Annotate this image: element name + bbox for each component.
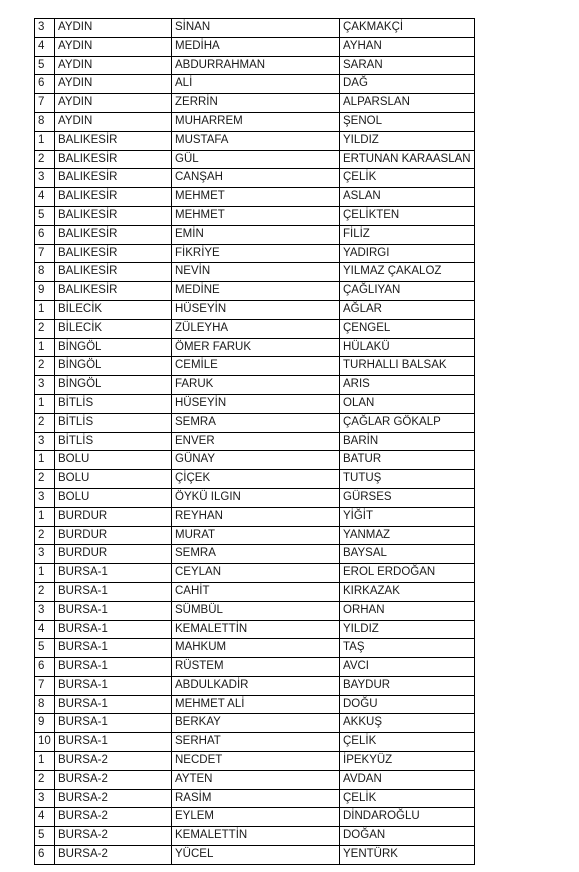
province-cell: AYDIN (55, 56, 172, 75)
last-name-cell: GÜRSES (340, 488, 475, 507)
row-number-cell: 6 (35, 846, 55, 865)
first-name-cell: MAHKUM (172, 639, 340, 658)
first-name-cell: ZÜLEYHA (172, 319, 340, 338)
last-name-cell: AVCI (340, 658, 475, 677)
last-name-cell: DİNDAROĞLU (340, 808, 475, 827)
last-name-cell: BAYDUR (340, 676, 475, 695)
province-cell: BURSA-2 (55, 752, 172, 771)
table-row (35, 112, 475, 131)
last-name-cell: ÇAĞLAR GÖKALP (340, 413, 475, 432)
first-name-cell: ÖYKÜ ILGIN (172, 488, 340, 507)
last-name-cell: SARAN (340, 56, 475, 75)
first-name-cell: MEDİHA (172, 37, 340, 56)
table-row (35, 846, 475, 865)
table-row (35, 225, 475, 244)
table-row (35, 338, 475, 357)
row-number-cell: 1 (35, 300, 55, 319)
table-row (35, 150, 475, 169)
province-cell: AYDIN (55, 112, 172, 131)
province-cell: BALIKESİR (55, 244, 172, 263)
table-row (35, 789, 475, 808)
last-name-cell: DAĞ (340, 75, 475, 94)
row-number-cell: 9 (35, 282, 55, 301)
last-name-cell: YANMAZ (340, 526, 475, 545)
last-name-cell: HÜLAKÜ (340, 338, 475, 357)
province-cell: BURSA-1 (55, 639, 172, 658)
table-row (35, 413, 475, 432)
row-number-cell: 2 (35, 770, 55, 789)
table-row (35, 808, 475, 827)
first-name-cell: ENVER (172, 432, 340, 451)
first-name-cell: HÜSEYİN (172, 394, 340, 413)
first-name-cell: MEHMET (172, 206, 340, 225)
last-name-cell: ÇELİK (340, 789, 475, 808)
province-cell: AYDIN (55, 94, 172, 113)
row-number-cell: 7 (35, 244, 55, 263)
table-row (35, 206, 475, 225)
first-name-cell: HÜSEYİN (172, 300, 340, 319)
row-number-cell: 4 (35, 620, 55, 639)
last-name-cell: TAŞ (340, 639, 475, 658)
table-row (35, 639, 475, 658)
table-row (35, 75, 475, 94)
province-cell: BURSA-2 (55, 846, 172, 865)
last-name-cell: AVDAN (340, 770, 475, 789)
last-name-cell: ASLAN (340, 188, 475, 207)
province-cell: BURDUR (55, 507, 172, 526)
row-number-cell: 3 (35, 19, 55, 38)
table-row (35, 19, 475, 38)
last-name-cell: KIRKAZAK (340, 582, 475, 601)
row-number-cell: 6 (35, 75, 55, 94)
row-number-cell: 4 (35, 808, 55, 827)
province-cell: BURSA-1 (55, 714, 172, 733)
province-cell: BURSA-2 (55, 827, 172, 846)
row-number-cell: 8 (35, 695, 55, 714)
row-number-cell: 5 (35, 827, 55, 846)
last-name-cell: EROL ERDOĞAN (340, 564, 475, 583)
row-number-cell: 2 (35, 582, 55, 601)
row-number-cell: 2 (35, 357, 55, 376)
row-number-cell: 8 (35, 263, 55, 282)
province-cell: BOLU (55, 451, 172, 470)
last-name-cell: ALPARSLAN (340, 94, 475, 113)
last-name-cell: ÇELİK (340, 169, 475, 188)
last-name-cell: TURHALLI BALSAK (340, 357, 475, 376)
last-name-cell: AKKUŞ (340, 714, 475, 733)
last-name-cell: FİLİZ (340, 225, 475, 244)
first-name-cell: SEMRA (172, 545, 340, 564)
last-name-cell: ORHAN (340, 601, 475, 620)
province-cell: BOLU (55, 488, 172, 507)
first-name-cell: REYHAN (172, 507, 340, 526)
row-number-cell: 3 (35, 432, 55, 451)
first-name-cell: SİNAN (172, 19, 340, 38)
province-cell: BURSA-2 (55, 789, 172, 808)
first-name-cell: GÜNAY (172, 451, 340, 470)
table-row (35, 470, 475, 489)
first-name-cell: ALİ (172, 75, 340, 94)
row-number-cell: 5 (35, 56, 55, 75)
first-name-cell: EYLEM (172, 808, 340, 827)
row-number-cell: 1 (35, 131, 55, 150)
row-number-cell: 4 (35, 188, 55, 207)
last-name-cell: DOĞAN (340, 827, 475, 846)
first-name-cell: EMİN (172, 225, 340, 244)
first-name-cell: NEVİN (172, 263, 340, 282)
last-name-cell: YILDIZ (340, 131, 475, 150)
table-row (35, 714, 475, 733)
last-name-cell: ÇAĞLIYAN (340, 282, 475, 301)
province-cell: BURSA-1 (55, 658, 172, 677)
province-cell: BALIKESİR (55, 263, 172, 282)
table-row (35, 94, 475, 113)
last-name-cell: BARİN (340, 432, 475, 451)
province-cell: BURSA-1 (55, 582, 172, 601)
row-number-cell: 3 (35, 545, 55, 564)
table-row (35, 188, 475, 207)
first-name-cell: ABDURRAHMAN (172, 56, 340, 75)
first-name-cell: KEMALETTİN (172, 620, 340, 639)
table-row (35, 733, 475, 752)
first-name-cell: SÜMBÜL (172, 601, 340, 620)
province-cell: BURDUR (55, 545, 172, 564)
row-number-cell: 3 (35, 169, 55, 188)
first-name-cell: CEMİLE (172, 357, 340, 376)
province-cell: BURSA-1 (55, 564, 172, 583)
row-number-cell: 6 (35, 658, 55, 677)
last-name-cell: ÇENGEL (340, 319, 475, 338)
first-name-cell: KEMALETTİN (172, 827, 340, 846)
first-name-cell: MEDİNE (172, 282, 340, 301)
table-row (35, 545, 475, 564)
row-number-cell: 7 (35, 676, 55, 695)
table-row (35, 376, 475, 395)
first-name-cell: ABDULKADİR (172, 676, 340, 695)
table-row (35, 56, 475, 75)
row-number-cell: 1 (35, 394, 55, 413)
province-cell: BİLECİK (55, 319, 172, 338)
table-row (35, 601, 475, 620)
table-row (35, 695, 475, 714)
row-number-cell: 1 (35, 338, 55, 357)
province-cell: BİNGÖL (55, 357, 172, 376)
province-cell: BURSA-2 (55, 808, 172, 827)
table-row (35, 394, 475, 413)
table-row (35, 827, 475, 846)
first-name-cell: CANŞAH (172, 169, 340, 188)
first-name-cell: ÇİÇEK (172, 470, 340, 489)
province-cell: BOLU (55, 470, 172, 489)
row-number-cell: 2 (35, 150, 55, 169)
table-row (35, 564, 475, 583)
first-name-cell: CAHİT (172, 582, 340, 601)
row-number-cell: 2 (35, 413, 55, 432)
last-name-cell: TUTUŞ (340, 470, 475, 489)
first-name-cell: MUHARREM (172, 112, 340, 131)
province-cell: AYDIN (55, 37, 172, 56)
last-name-cell: OLAN (340, 394, 475, 413)
province-cell: BALIKESİR (55, 150, 172, 169)
first-name-cell: ÖMER FARUK (172, 338, 340, 357)
table-row (35, 169, 475, 188)
last-name-cell: YİĞİT (340, 507, 475, 526)
last-name-cell: ARIS (340, 376, 475, 395)
table-row (35, 319, 475, 338)
last-name-cell: ÇELİK (340, 733, 475, 752)
table-row (35, 620, 475, 639)
first-name-cell: GÜL (172, 150, 340, 169)
table-row (35, 526, 475, 545)
first-name-cell: ZERRİN (172, 94, 340, 113)
candidate-list-table (34, 18, 475, 865)
first-name-cell: MURAT (172, 526, 340, 545)
last-name-cell: DOĞU (340, 695, 475, 714)
row-number-cell: 5 (35, 206, 55, 225)
first-name-cell: AYTEN (172, 770, 340, 789)
province-cell: BURDUR (55, 526, 172, 545)
province-cell: BİNGÖL (55, 376, 172, 395)
first-name-cell: RASİM (172, 789, 340, 808)
row-number-cell: 10 (35, 733, 55, 752)
last-name-cell: ÇELİKTEN (340, 206, 475, 225)
last-name-cell: BAYSAL (340, 545, 475, 564)
table-row (35, 658, 475, 677)
last-name-cell: BATUR (340, 451, 475, 470)
province-cell: BİTLİS (55, 432, 172, 451)
province-cell: BURSA-1 (55, 601, 172, 620)
last-name-cell: YILMAZ ÇAKALOZ (340, 263, 475, 282)
province-cell: BALIKESİR (55, 131, 172, 150)
province-cell: AYDIN (55, 75, 172, 94)
table-row (35, 676, 475, 695)
province-cell: BURSA-1 (55, 695, 172, 714)
table-row (35, 244, 475, 263)
row-number-cell: 8 (35, 112, 55, 131)
last-name-cell: AĞLAR (340, 300, 475, 319)
table-row (35, 357, 475, 376)
province-cell: BURSA-1 (55, 620, 172, 639)
table-row (35, 752, 475, 771)
row-number-cell: 9 (35, 714, 55, 733)
table-row (35, 451, 475, 470)
first-name-cell: RÜSTEM (172, 658, 340, 677)
province-cell: BURSA-2 (55, 770, 172, 789)
province-cell: BİTLİS (55, 394, 172, 413)
last-name-cell: İPEKYÜZ (340, 752, 475, 771)
first-name-cell: MUSTAFA (172, 131, 340, 150)
first-name-cell: BERKAY (172, 714, 340, 733)
table-row (35, 488, 475, 507)
first-name-cell: MEHMET ALİ (172, 695, 340, 714)
table-row (35, 300, 475, 319)
row-number-cell: 5 (35, 639, 55, 658)
table-row (35, 432, 475, 451)
first-name-cell: CEYLAN (172, 564, 340, 583)
province-cell: BİTLİS (55, 413, 172, 432)
province-cell: BİLECİK (55, 300, 172, 319)
province-cell: BURSA-1 (55, 676, 172, 695)
last-name-cell: AYHAN (340, 37, 475, 56)
row-number-cell: 2 (35, 526, 55, 545)
first-name-cell: MEHMET (172, 188, 340, 207)
province-cell: BALIKESİR (55, 188, 172, 207)
table-row (35, 582, 475, 601)
first-name-cell: YÜCEL (172, 846, 340, 865)
table-row (35, 770, 475, 789)
row-number-cell: 3 (35, 376, 55, 395)
row-number-cell: 1 (35, 507, 55, 526)
candidate-list-body (35, 19, 475, 865)
last-name-cell: YENTÜRK (340, 846, 475, 865)
row-number-cell: 3 (35, 488, 55, 507)
table-row (35, 282, 475, 301)
last-name-cell: YILDIZ (340, 620, 475, 639)
row-number-cell: 3 (35, 601, 55, 620)
table-row (35, 37, 475, 56)
first-name-cell: FARUK (172, 376, 340, 395)
province-cell: BALIKESİR (55, 225, 172, 244)
province-cell: BALIKESİR (55, 282, 172, 301)
first-name-cell: NECDET (172, 752, 340, 771)
last-name-cell: YADIRGI (340, 244, 475, 263)
province-cell: BALIKESİR (55, 169, 172, 188)
last-name-cell: ERTUNAN KARAASLAN (340, 150, 475, 169)
province-cell: BİNGÖL (55, 338, 172, 357)
table-row (35, 263, 475, 282)
province-cell: BALIKESİR (55, 206, 172, 225)
row-number-cell: 4 (35, 37, 55, 56)
row-number-cell: 2 (35, 319, 55, 338)
last-name-cell: ÇAKMAKÇİ (340, 19, 475, 38)
province-cell: BURSA-1 (55, 733, 172, 752)
row-number-cell: 6 (35, 225, 55, 244)
table-row (35, 131, 475, 150)
last-name-cell: ŞENOL (340, 112, 475, 131)
first-name-cell: FİKRİYE (172, 244, 340, 263)
table-row (35, 507, 475, 526)
row-number-cell: 1 (35, 451, 55, 470)
row-number-cell: 3 (35, 789, 55, 808)
row-number-cell: 1 (35, 752, 55, 771)
first-name-cell: SERHAT (172, 733, 340, 752)
row-number-cell: 1 (35, 564, 55, 583)
first-name-cell: SEMRA (172, 413, 340, 432)
province-cell: AYDIN (55, 19, 172, 38)
row-number-cell: 2 (35, 470, 55, 489)
row-number-cell: 7 (35, 94, 55, 113)
